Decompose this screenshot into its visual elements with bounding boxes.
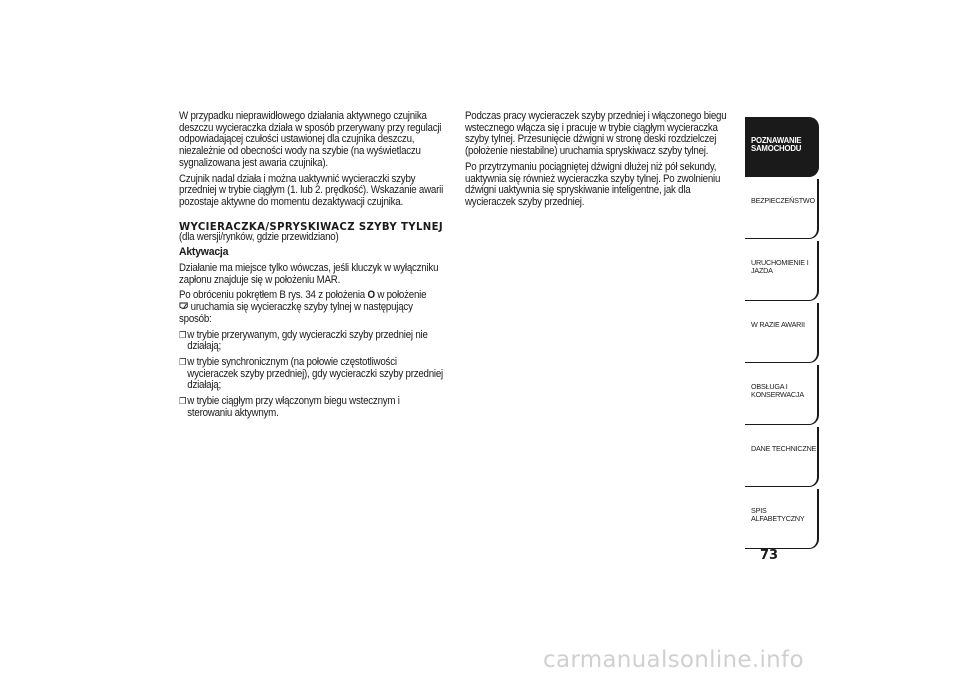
paragraph-sensor-still-works: Czujnik nadal działa i można uaktywnić wycieraczki szyby przedniej w trybie ciągłym (1. lub 2. prędkość). Wskazanie awarii pozostaje aktywne do momentu dezaktywacji czujnika.: [179, 172, 444, 208]
tab-label: URUCHOMIENIE I JAZDA: [751, 258, 809, 275]
tab-dane-techniczne[interactable]: [745, 427, 819, 487]
tab-uruchomienie-i-jazda[interactable]: [745, 241, 819, 301]
tab-obsluga-i-konserwacja[interactable]: [745, 365, 819, 425]
knob-text-mid: w położenie: [374, 289, 427, 302]
paragraph-activation-condition: Działanie ma miejsce tylko wówczas, jeśli kluczyk w wyłączniku zapłonu znajduje się w położeniu MAR.: [179, 262, 439, 286]
right-column: [465, 111, 732, 213]
tab-label: BEZPIECZEŃSTWO: [751, 196, 815, 205]
tab-label: OBSŁUGA I KONSERWACJA: [751, 382, 804, 399]
rear-wiper-icon: [179, 302, 188, 311]
tab-spis-alfabetyczny[interactable]: [745, 489, 819, 549]
section-heading: WYCIERACZKA/SPRYSKIWACZ SZYBY TYLNEJ: [179, 219, 444, 233]
list-item: [179, 330, 446, 353]
list-item-text: w trybie ciągłym przy włączonym biegu wstecznym i sterowaniu aktywnym.: [187, 395, 400, 419]
list-item: [179, 357, 446, 392]
checkbox-bullet-icon: ❒: [179, 396, 187, 407]
activation-subtitle: Aktywacja: [179, 246, 229, 259]
paragraph-knob-rotation: [179, 290, 446, 325]
list-item-text: w trybie przerywanym, gdy wycieraczki szyby przedniej nie działają;: [187, 328, 428, 353]
list-item-text: w trybie synchronicznym (na połowie częstotliwości wycieraczek szyby przedniej), gdy wycieraczki szyby przedniej działają;: [187, 355, 443, 392]
tab-label: SPIS ALFABETYCZNY: [751, 506, 805, 523]
watermark: carmanualsonline.info: [543, 647, 804, 673]
knob-text-start: Po obróceniu pokrętłem B rys. 34 z położenia: [179, 289, 368, 302]
tab-label: W RAZIE AWARII: [751, 320, 805, 329]
section-subheading: (dla wersji/rynków, gdzie przewidziano): [179, 230, 339, 243]
tab-poznawanie-samochodu[interactable]: [745, 117, 819, 177]
off-position-symbol: O: [367, 289, 375, 302]
knob-text-end: uruchamia się wycieraczkę szyby tylnej w następujący sposób:: [179, 301, 413, 325]
tab-label: DANE TECHNICZNE: [751, 444, 817, 453]
tab-w-razie-awarii[interactable]: [745, 303, 819, 363]
paragraph-sensor-failure: W przypadku nieprawidłowego działania aktywnego czujnika deszczu wycieraczka działa w sposób przerywany przy regulacji odpowiadającej czułości ustawionej dla czujnika deszczu, niezależnie od obecności wody na szybie (na wyświetlaczu sygnalizowana jest awaria czujnika).: [179, 110, 442, 169]
tab-bezpieczenstwo[interactable]: [745, 179, 819, 239]
paragraph-rear-washer-hold: Po przytrzymaniu pociągniętej dźwigni dłużej niż pół sekundy, uaktywnia się również wycieraczka szyby tylnej. Po zwolnieniu dźwigni uaktywnia się spryskiwanie inteligentne, jak dla wycieraczek szyby przedniej.: [465, 160, 721, 208]
page-number: 73: [760, 548, 779, 563]
tab-label: POZNAWANIE SAMOCHODU: [751, 136, 802, 153]
list-item: [179, 396, 446, 419]
paragraph-rear-wiper-operation: Podczas pracy wycieraczek szyby przedniej i włączonego biegu wstecznego włącza się i pracuje w trybie ciągłym wycieraczka szyby tylnej. Przesunięcie dźwigni w stronę deski rozdzielczej (położenie niestabilne) uruchamia spryskiwacz szyby tylnej.: [465, 110, 727, 158]
checkbox-bullet-icon: ❒: [179, 329, 187, 340]
left-column: [179, 111, 446, 423]
chapter-index-sidebar: [745, 117, 819, 551]
checkbox-bullet-icon: ❒: [179, 356, 187, 367]
